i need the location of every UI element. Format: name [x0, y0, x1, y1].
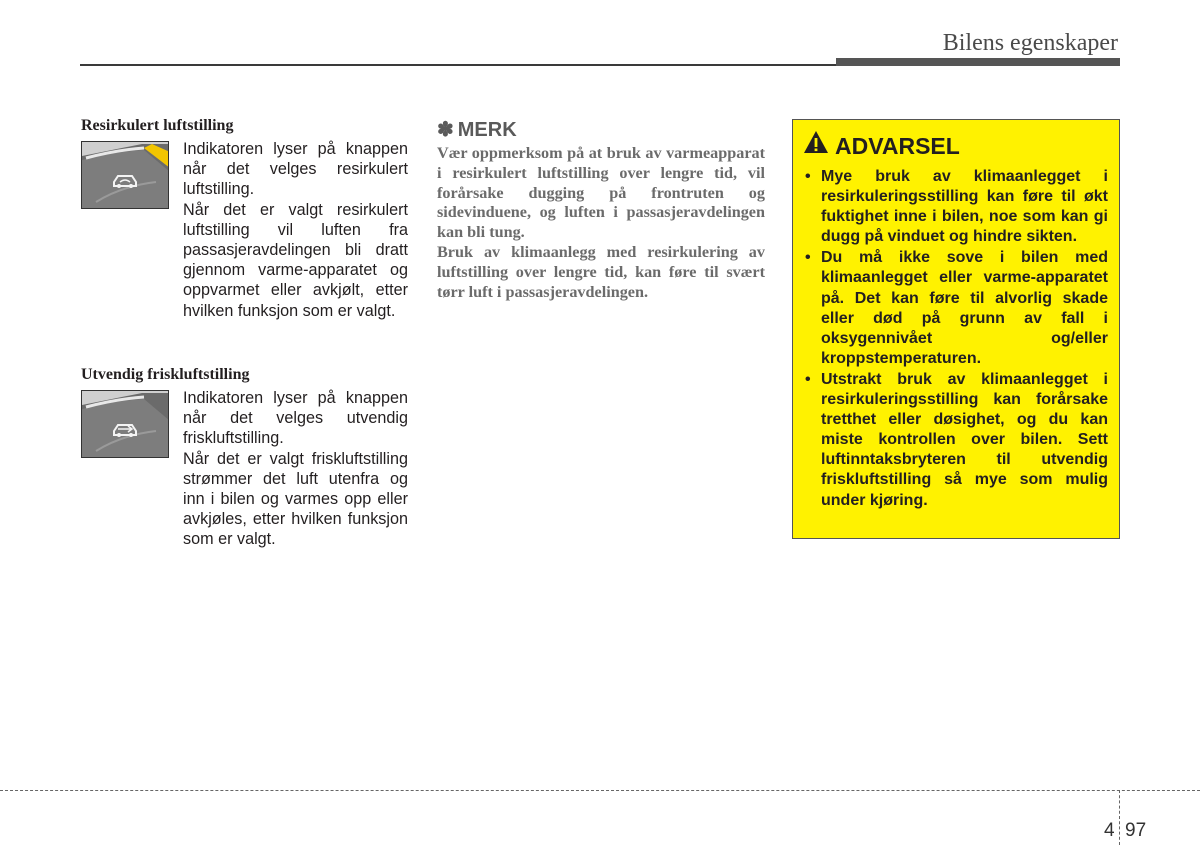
- note-heading: [437, 118, 765, 142]
- warning-item-text: Utstrakt bruk av klimaanlegget i resirkuleringsstilling kan forårsake tretthet eller døsighet, og du kan miste kontrollen over bilen. Sett luftinntaksbryteren til utvendig friskluftstilling så mye som mulig under kjøring.: [821, 370, 1108, 509]
- chapter-number: 4: [1104, 820, 1115, 841]
- section-title: Utvendig friskluftstilling: [81, 366, 250, 383]
- paragraph: Når det er valgt friskluftstilling strømmer det luft utenfra og inn i bilen og varmes opp eller avkjøles, etter hvilken funksjon som er valgt.: [183, 449, 408, 549]
- warning-item: [803, 370, 1108, 511]
- paragraph: Når det er valgt resirkulert luftstilling vil luften fra passasjeravdelingen bli dratt gjennom varme-apparatet og oppvarmet eller avkjølt, etter hvilken funksjon som er valgt.: [183, 200, 408, 320]
- paragraph: Indikatoren lyser på knappen når det velges utvendig friskluftstilling.: [183, 389, 408, 448]
- warning-item: [803, 167, 1108, 247]
- footer-dashed-divider: [1119, 790, 1120, 845]
- section-fresh-air: [81, 366, 408, 550]
- warning-item: [803, 248, 1108, 369]
- header-rule: [80, 64, 836, 66]
- warning-triangle-icon: [803, 130, 829, 161]
- warning-item-text: Du må ikke sove i bilen med klimaanlegget eller varme-apparatet på. Det kan føre til alvorlig skade eller død på grunn av fall i oksygennivået og/eller kroppstemperaturen.: [821, 249, 1108, 367]
- section-recirculation: [81, 117, 408, 321]
- note-title: MERK: [457, 119, 517, 141]
- page-number: 97: [1125, 820, 1147, 841]
- section-title: Resirkulert luftstilling: [81, 117, 234, 134]
- note-box: [437, 118, 765, 302]
- page-header-title: Bilens egenskaper: [942, 30, 1118, 56]
- asterisk-icon: ✽: [437, 119, 454, 141]
- warning-title: ADVARSEL: [835, 132, 960, 159]
- bullet: •: [805, 168, 811, 185]
- header-bar: [836, 58, 1120, 66]
- recirculation-button-photo: [81, 141, 169, 209]
- bullet: •: [805, 370, 811, 388]
- warning-heading: [803, 130, 1108, 161]
- note-paragraph: Vær oppmerksom på at bruk av varmeapparat i resirkulert luftstilling over lengre tid, vil forårsake dugging på frontruten og sidevinduene, og luften i passasjeravdelingen kan bli tung.: [437, 144, 765, 242]
- warning-box: [792, 119, 1120, 539]
- warning-item-text: Mye bruk av klimaanlegget i resirkuleringsstilling kan føre til økt fuktighet inne i bilen, noe som kan gi dugg på vinduet og hindre sikten.: [821, 168, 1108, 246]
- bullet: •: [805, 249, 811, 267]
- note-paragraph: Bruk av klimaanlegg med resirkulering av luftstilling over lengre tid, kan føre til svært tørr luft i passasjeravdelingen.: [437, 242, 765, 301]
- paragraph: Indikatoren lyser på knappen når det velges resirkulert luftstilling.: [183, 140, 408, 199]
- footer-dashed-rule: [0, 790, 1200, 791]
- warning-list: [803, 167, 1108, 511]
- fresh-air-button-photo: [81, 390, 169, 458]
